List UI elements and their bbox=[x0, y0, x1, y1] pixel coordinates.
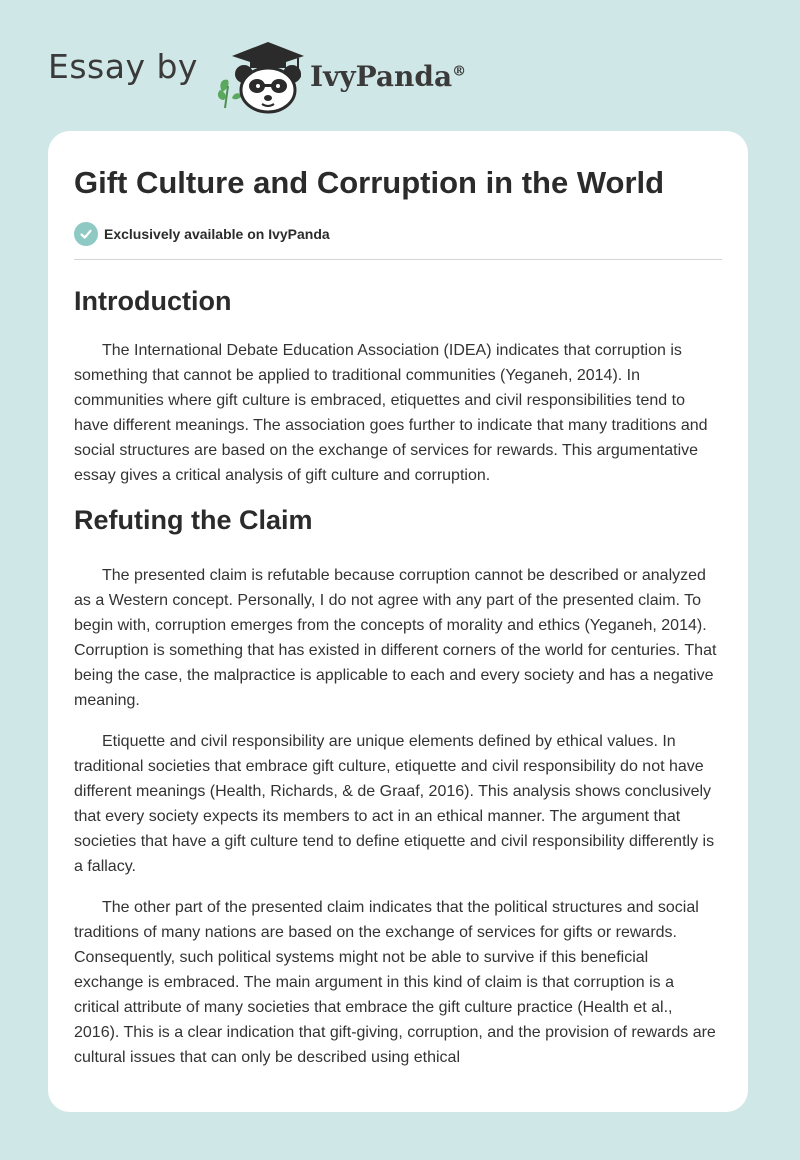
paragraph: The presented claim is refutable because corruption cannot be described or analyzed as a Western concept. Personally, I do not agree with any part of the presented claim. To begin with, corruption emerges from the concepts of morality and ethics (Yeganeh, 2014). Corruption is something that has existed in different corners of the world for centuries. That being the case, the malpractice is applicable to each and every society and has a negative meaning. bbox=[74, 567, 717, 709]
section-heading-introduction: Introduction bbox=[74, 286, 232, 316]
availability-badge bbox=[74, 221, 722, 247]
paragraph: The International Debate Education Association (IDEA) indicates that corruption is something that cannot be applied to traditional communities (Yeganeh, 2014). In communities where gift culture is embraced, etiquettes and civil responsibilities tend to have different meanings. The association goes further to indicate that many traditions and social structures are based on the exchange of services for rewards. This argumentative essay gives a critical analysis of gift culture and corruption. bbox=[74, 342, 708, 484]
section-heading-refuting: Refuting the Claim bbox=[74, 505, 313, 535]
panda-logo-icon[interactable] bbox=[212, 34, 308, 114]
registered-mark: ® bbox=[452, 63, 467, 80]
site-header bbox=[48, 34, 466, 114]
availability-text: Exclusively available on IvyPanda bbox=[104, 226, 330, 242]
paragraph: The other part of the presented claim indicates that the political structures and social traditions of many nations are based on the exchange of services for gifts or rewards. Consequently, such political systems might not be able to survive if this beneficial exchange is embraced. The main argument in this kind of claim is that corruption is a critical attribute of many societies that embrace the gift culture practice (Health et al., 2016). This is a clear indication that gift-giving, corruption, and the provision of rewards are cultural issues that can only be described using ethical bbox=[74, 899, 716, 1066]
check-icon bbox=[74, 222, 98, 246]
brand-name[interactable]: IvyPanda® bbox=[309, 59, 467, 93]
paragraph: Etiquette and civil responsibility are unique elements defined by ethical values. In traditional societies that embrace gift culture, etiquette and civil responsibility do not have different meanings (Health, Richards, & de Graaf, 2016). This analysis shows conclusively that every society expects its members to act in an ethical manner. The argument that societies that have a gift culture tend to define etiquette and civil responsibility differently is a fallacy. bbox=[74, 733, 715, 875]
brand-prefix: Essay by bbox=[48, 46, 198, 86]
essay-title: Gift Culture and Corruption in the World bbox=[74, 165, 665, 200]
title-divider bbox=[74, 259, 722, 260]
essay-card bbox=[48, 131, 748, 1112]
